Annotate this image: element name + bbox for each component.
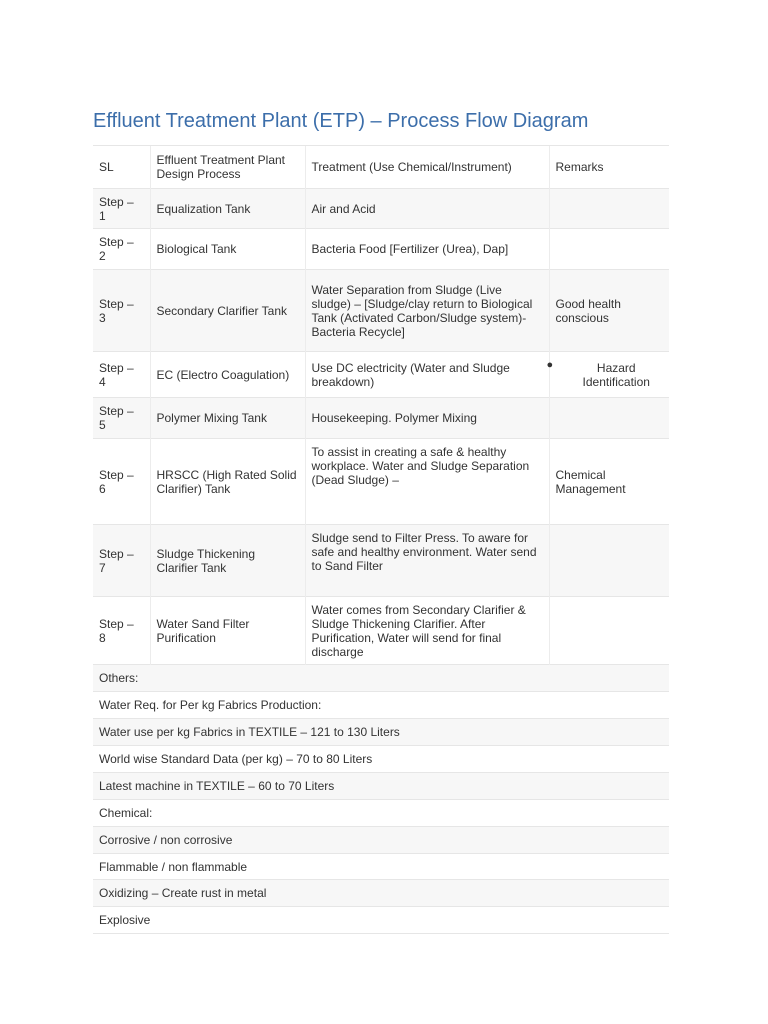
others-text: Flammable / non flammable xyxy=(93,854,669,880)
others-row xyxy=(93,719,669,746)
others-text: Others: xyxy=(93,665,669,692)
step-treatment: Use DC electricity (Water and Sludge breakdown) xyxy=(305,352,549,398)
others-text: World wise Standard Data (per kg) – 70 to 80 Liters xyxy=(93,746,669,773)
others-text: Water use per kg Fabrics in TEXTILE – 121 to 130 Liters xyxy=(93,719,669,746)
step-process: Equalization Tank xyxy=(150,189,305,229)
others-text: Water Req. for Per kg Fabrics Production: xyxy=(93,692,669,719)
step-treatment: To assist in creating a safe & healthy workplace. Water and Sludge Separation (Dead Sludge) – xyxy=(305,439,549,525)
step-treatment: Water comes from Secondary Clarifier & Sludge Thickening Clarifier. After Purification, Water will send for final discharge xyxy=(305,597,549,665)
step-sl: Step – 1 xyxy=(93,189,150,229)
step-treatment: Sludge send to Filter Press. To aware for safe and healthy environment. Water send to Sand Filter xyxy=(305,525,549,597)
step-process: Biological Tank xyxy=(150,229,305,270)
step-process: Polymer Mixing Tank xyxy=(150,398,305,439)
others-row xyxy=(93,665,669,692)
step-treatment: Water Separation from Sludge (Live sludge) – [Sludge/clay return to Biological Tank (Activated Carbon/Sludge system)- Bacteria Recycle] xyxy=(305,270,549,352)
step-sl: Step – 4 xyxy=(93,352,150,398)
step-sl: Step – 2 xyxy=(93,229,150,270)
step-treatment: Bacteria Food [Fertilizer (Urea), Dap] xyxy=(305,229,549,270)
document-page xyxy=(93,108,669,934)
step-remarks-text: Hazard Identification xyxy=(582,360,650,389)
others-row xyxy=(93,746,669,773)
others-text: Corrosive / non corrosive xyxy=(93,827,669,854)
header-remarks: Remarks xyxy=(549,146,669,189)
table-row xyxy=(93,352,669,398)
others-text: Latest machine in TEXTILE – 60 to 70 Liters xyxy=(93,773,669,800)
others-row xyxy=(93,880,669,907)
header-process: Effluent Treatment Plant Design Process xyxy=(150,146,305,189)
table-row xyxy=(93,229,669,270)
header-sl: SL xyxy=(93,146,150,189)
step-sl: Step – 8 xyxy=(93,597,150,665)
step-sl: Step – 3 xyxy=(93,270,150,352)
others-row xyxy=(93,800,669,827)
others-row xyxy=(93,773,669,800)
table-row xyxy=(93,597,669,665)
step-remarks xyxy=(549,229,669,270)
step-remarks xyxy=(549,525,669,597)
step-remarks xyxy=(549,189,669,229)
step-remarks xyxy=(549,597,669,665)
step-remarks: Chemical Management xyxy=(549,439,669,525)
step-process: EC (Electro Coagulation) xyxy=(150,352,305,398)
others-row xyxy=(93,854,669,880)
table-row xyxy=(93,398,669,439)
step-process: HRSCC (High Rated Solid Clarifier) Tank xyxy=(150,439,305,525)
step-process: Secondary Clarifier Tank xyxy=(150,270,305,352)
table-row xyxy=(93,270,669,352)
step-remarks xyxy=(549,398,669,439)
step-process: Water Sand Filter Purification xyxy=(150,597,305,665)
table-header-row xyxy=(93,146,669,189)
step-remarks: Good health conscious xyxy=(549,270,669,352)
table-row xyxy=(93,525,669,597)
others-row xyxy=(93,907,669,934)
others-row xyxy=(93,827,669,854)
others-row xyxy=(93,692,669,719)
step-sl: Step – 7 xyxy=(93,525,150,597)
step-remarks xyxy=(546,352,669,398)
others-text: Chemical: xyxy=(93,800,669,827)
step-treatment: Air and Acid xyxy=(305,189,549,229)
table-row xyxy=(93,189,669,229)
others-text: Oxidizing – Create rust in metal xyxy=(93,880,669,907)
bullet-icon: ● xyxy=(546,359,554,371)
others-text: Explosive xyxy=(93,907,669,934)
step-treatment: Housekeeping. Polymer Mixing xyxy=(305,398,549,439)
etp-process-table xyxy=(93,145,669,934)
step-sl: Step – 5 xyxy=(93,398,150,439)
header-treatment: Treatment (Use Chemical/Instrument) xyxy=(305,146,549,189)
page-title: Effluent Treatment Plant (ETP) – Process Flow Diagram xyxy=(93,110,589,132)
step-sl: Step – 6 xyxy=(93,439,150,525)
table-row xyxy=(93,439,669,525)
step-process: Sludge Thickening Clarifier Tank xyxy=(150,525,305,597)
